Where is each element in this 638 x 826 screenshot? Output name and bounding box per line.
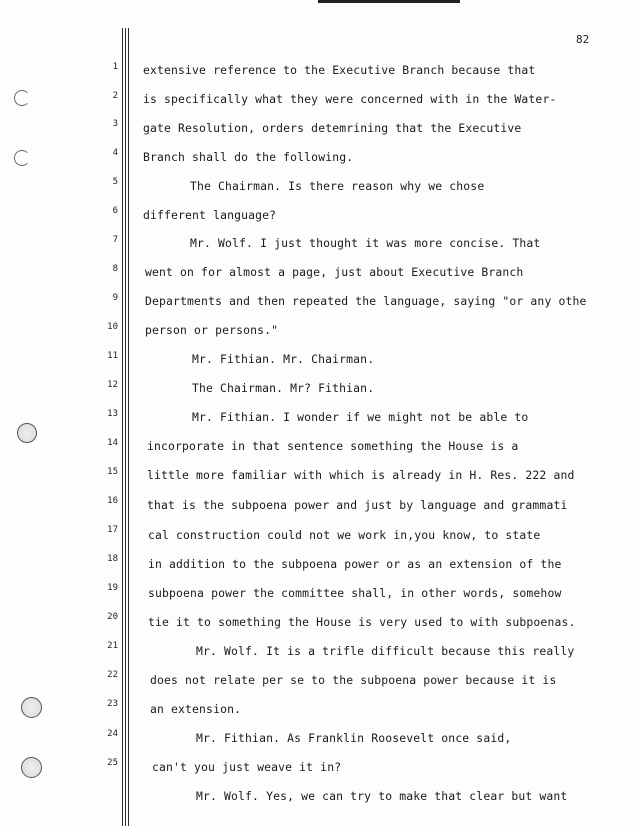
margin-rule [125, 28, 126, 826]
line-number: 16 [107, 496, 118, 506]
transcript-line: person or persons." [145, 323, 279, 337]
line-number: 4 [112, 148, 118, 158]
line-number: 8 [112, 264, 118, 274]
line-number: 20 [107, 612, 118, 622]
line-number: 19 [107, 583, 118, 593]
line-number: 17 [107, 525, 118, 535]
line-number: 23 [107, 699, 118, 709]
binder-hole-icon [14, 90, 30, 106]
transcript-line: The Chairman. Mr? Fithian. [192, 381, 375, 395]
line-number: 2 [112, 91, 118, 101]
transcript-line: gate Resolution, orders detemrining that the Executive [143, 121, 522, 135]
transcript-line: in addition to the subpoena power or as an extension of the [148, 557, 562, 571]
transcript-line: can't you just weave it in? [152, 760, 342, 774]
margin-rule [128, 28, 129, 826]
transcript-line: Mr. Fithian. I wonder if we might not be able to [192, 410, 529, 424]
transcript-line: Branch shall do the following. [143, 150, 354, 164]
transcript-line: that is the subpoena power and just by language and grammati [147, 498, 568, 512]
transcript-line: went on for almost a page, just about Executive Branch [145, 265, 524, 279]
page-number: 82 [576, 33, 590, 46]
transcript-line: Mr. Fithian. As Franklin Roosevelt once said, [196, 731, 512, 745]
transcript-line: Mr. Wolf. I just thought it was more concise. That [190, 236, 541, 250]
line-number: 5 [112, 177, 118, 187]
line-number: 24 [107, 729, 118, 739]
line-number: 11 [107, 351, 118, 361]
transcript-line: does not relate per se to the subpoena power because it is [150, 673, 557, 687]
transcript-line: little more familiar with which is already in H. Res. 222 and [147, 468, 575, 482]
transcript-line: an extension. [150, 702, 242, 716]
line-number: 14 [107, 438, 118, 448]
binder-hole-icon [21, 757, 42, 778]
line-number: 6 [112, 206, 118, 216]
transcript-line: different language? [143, 208, 277, 222]
line-number: 13 [107, 409, 118, 419]
transcript-line: Mr. Wolf. Yes, we can try to make that clear but want [196, 789, 568, 803]
line-number: 18 [107, 554, 118, 564]
binder-hole-icon [14, 150, 30, 166]
line-number: 7 [112, 235, 118, 245]
line-number: 9 [112, 293, 118, 303]
line-number: 1 [112, 62, 118, 72]
transcript-line: subpoena power the committee shall, in other words, somehow [148, 586, 562, 600]
transcript-line: is specifically what they were concerned with in the Water- [143, 92, 557, 106]
transcript-line: extensive reference to the Executive Branch because that [143, 63, 536, 77]
line-number: 21 [107, 641, 118, 651]
top-edge-mark [318, 0, 460, 3]
line-number: 22 [107, 670, 118, 680]
transcript-line: tie it to something the House is very used to with subpoenas. [148, 615, 576, 629]
line-number: 12 [107, 380, 118, 390]
transcript-line: cal construction could not we work in,you know, to state [148, 528, 541, 542]
transcript-line: The Chairman. Is there reason why we chose [190, 179, 485, 193]
transcript-line: Mr. Fithian. Mr. Chairman. [192, 352, 375, 366]
margin-rule [122, 28, 123, 826]
line-number: 3 [112, 119, 118, 129]
line-number: 25 [107, 758, 118, 768]
transcript-line: Mr. Wolf. It is a trifle difficult because this really [196, 644, 575, 658]
line-number: 15 [107, 467, 118, 477]
transcript-line: Departments and then repeated the language, saying "or any othe [145, 294, 587, 308]
transcript-line: incorporate in that sentence something the House is a [147, 439, 519, 453]
line-number: 10 [107, 322, 118, 332]
binder-hole-icon [17, 423, 37, 443]
binder-hole-icon [21, 697, 42, 718]
